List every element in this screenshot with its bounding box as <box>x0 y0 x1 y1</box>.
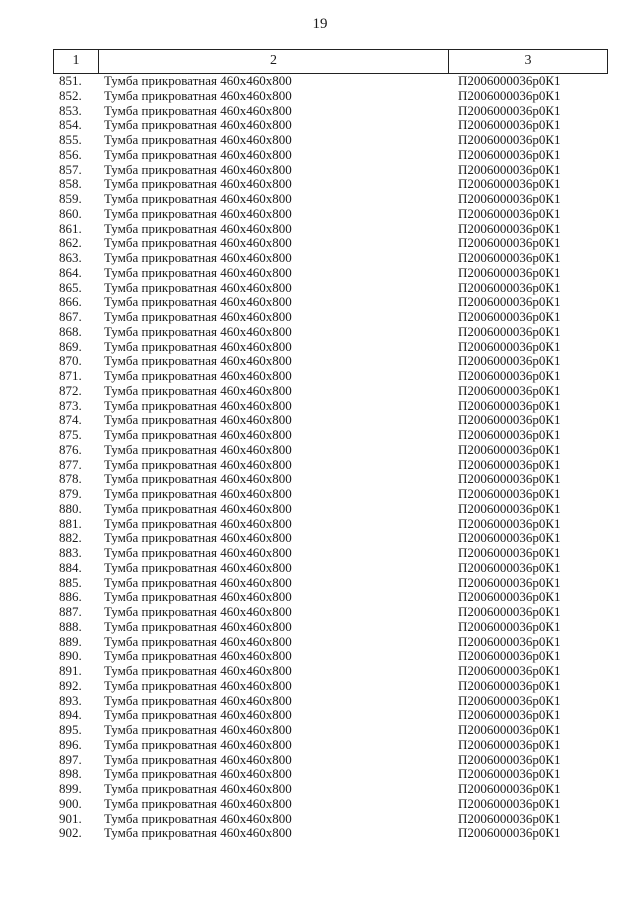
table-row <box>53 546 608 561</box>
row-number: 876. <box>59 441 82 457</box>
item-name: Тумба прикроватная 460х460х800 <box>104 795 292 811</box>
item-code: П2006000036р0К1 <box>458 648 561 664</box>
item-code: П2006000036р0К1 <box>458 825 561 841</box>
table-row <box>53 664 608 679</box>
row-number: 901. <box>59 810 82 826</box>
table-row <box>53 458 608 473</box>
item-code: П2006000036р0К1 <box>458 736 561 752</box>
row-number: 871. <box>59 368 82 383</box>
table-row <box>53 767 608 782</box>
row-number: 883. <box>59 545 82 560</box>
item-name: Тумба прикроватная 460х460х800 <box>104 338 292 354</box>
item-code: П2006000036р0К1 <box>458 323 561 339</box>
item-name: Тумба прикроватная 460х460х800 <box>104 486 292 501</box>
item-code: П2006000036р0К1 <box>458 309 561 324</box>
item-name: Тумба прикроватная 460х460х800 <box>104 545 292 560</box>
row-number: 890. <box>59 648 82 664</box>
item-code: П2006000036р0К1 <box>458 235 561 251</box>
item-code: П2006000036р0К1 <box>458 397 561 413</box>
item-name: Тумба прикроватная 460х460х800 <box>104 176 292 192</box>
item-name: Тумба прикроватная 460х460х800 <box>104 633 292 649</box>
item-code: П2006000036р0К1 <box>458 264 561 280</box>
item-name: Тумба прикроватная 460х460х800 <box>104 515 292 531</box>
table-row <box>53 340 608 355</box>
table-row <box>53 472 608 487</box>
table-row <box>53 694 608 709</box>
item-name: Тумба прикроватная 460х460х800 <box>104 441 292 457</box>
item-name: Тумба прикроватная 460х460х800 <box>104 220 292 236</box>
row-number: 862. <box>59 235 82 251</box>
item-name: Тумба прикроватная 460х460х800 <box>104 559 292 575</box>
item-code: П2006000036р0К1 <box>458 766 561 782</box>
row-number: 894. <box>59 707 82 723</box>
item-name: Тумба прикроватная 460х460х800 <box>104 766 292 782</box>
row-number: 885. <box>59 574 82 590</box>
item-code: П2006000036р0К1 <box>458 810 561 826</box>
item-code: П2006000036р0К1 <box>458 456 561 472</box>
table-row <box>53 236 608 251</box>
table-row <box>53 620 608 635</box>
item-name: Тумба прикроватная 460х460х800 <box>104 353 292 369</box>
item-code: П2006000036р0К1 <box>458 279 561 295</box>
table-row <box>53 605 608 620</box>
item-code: П2006000036р0К1 <box>458 191 561 206</box>
item-name: Тумба прикроватная 460х460х800 <box>104 279 292 295</box>
table-row <box>53 148 608 163</box>
table-row <box>53 399 608 414</box>
table-row <box>53 295 608 310</box>
table-row <box>53 133 608 148</box>
row-number: 867. <box>59 309 82 324</box>
row-number: 887. <box>59 604 82 619</box>
item-code: П2006000036р0К1 <box>458 73 561 88</box>
row-number: 881. <box>59 515 82 531</box>
inventory-table <box>53 49 608 841</box>
item-name: Тумба прикроватная 460х460х800 <box>104 751 292 767</box>
table-body <box>53 74 608 841</box>
table-row <box>53 708 608 723</box>
table-header <box>53 49 608 74</box>
item-code: П2006000036р0К1 <box>458 486 561 501</box>
item-name: Тумба прикроватная 460х460х800 <box>104 500 292 516</box>
item-name: Тумба прикроватная 460х460х800 <box>104 810 292 826</box>
item-name: Тумба прикроватная 460х460х800 <box>104 707 292 723</box>
item-name: Тумба прикроватная 460х460х800 <box>104 618 292 634</box>
item-code: П2006000036р0К1 <box>458 294 561 310</box>
item-name: Тумба прикроватная 460х460х800 <box>104 191 292 206</box>
row-number: 855. <box>59 132 82 147</box>
item-code: П2006000036р0К1 <box>458 530 561 546</box>
table-row <box>53 384 608 399</box>
item-name: Тумба прикроватная 460х460х800 <box>104 530 292 546</box>
row-number: 875. <box>59 427 82 442</box>
item-name: Тумба прикроватная 460х460х800 <box>104 73 292 88</box>
item-name: Тумба прикроватная 460х460х800 <box>104 102 292 118</box>
row-number: 898. <box>59 766 82 782</box>
row-number: 857. <box>59 161 82 177</box>
row-number: 866. <box>59 294 82 310</box>
table-row <box>53 251 608 266</box>
item-code: П2006000036р0К1 <box>458 589 561 605</box>
table-row <box>53 266 608 281</box>
item-code: П2006000036р0К1 <box>458 795 561 811</box>
table-row <box>53 679 608 694</box>
row-number: 865. <box>59 279 82 295</box>
item-code: П2006000036р0К1 <box>458 515 561 531</box>
item-code: П2006000036р0К1 <box>458 176 561 192</box>
item-code: П2006000036р0К1 <box>458 618 561 634</box>
item-code: П2006000036р0К1 <box>458 604 561 619</box>
item-code: П2006000036р0К1 <box>458 412 561 428</box>
table-row <box>53 782 608 797</box>
row-number: 851. <box>59 73 82 88</box>
item-name: Тумба прикроватная 460х460х800 <box>104 427 292 442</box>
row-number: 892. <box>59 677 82 693</box>
table-row <box>53 369 608 384</box>
row-number: 891. <box>59 663 82 678</box>
item-code: П2006000036р0К1 <box>458 427 561 442</box>
item-code: П2006000036р0К1 <box>458 559 561 575</box>
item-name: Тумба прикроватная 460х460х800 <box>104 781 292 796</box>
item-name: Тумба прикроватная 460х460х800 <box>104 161 292 177</box>
table-row <box>53 531 608 546</box>
item-code: П2006000036р0К1 <box>458 545 561 560</box>
item-name: Тумба прикроватная 460х460х800 <box>104 294 292 310</box>
row-number: 872. <box>59 382 82 398</box>
table-row <box>53 635 608 650</box>
row-number: 873. <box>59 397 82 413</box>
row-number: 896. <box>59 736 82 752</box>
table-row <box>53 89 608 104</box>
row-number: 900. <box>59 795 82 811</box>
table-row <box>53 649 608 664</box>
item-code: П2006000036р0К1 <box>458 132 561 147</box>
row-number: 880. <box>59 500 82 516</box>
column-header-2: 2 <box>98 50 448 73</box>
item-name: Тумба прикроватная 460х460х800 <box>104 250 292 265</box>
item-name: Тумба прикроватная 460х460х800 <box>104 412 292 428</box>
table-row <box>53 753 608 768</box>
column-header-1: 1 <box>53 50 98 73</box>
row-number: 854. <box>59 117 82 133</box>
item-code: П2006000036р0К1 <box>458 677 561 693</box>
item-code: П2006000036р0К1 <box>458 117 561 133</box>
item-code: П2006000036р0К1 <box>458 338 561 354</box>
table-row <box>53 222 608 237</box>
item-code: П2006000036р0К1 <box>458 87 561 103</box>
item-name: Тумба прикроватная 460х460х800 <box>104 677 292 693</box>
item-name: Тумба прикроватная 460х460х800 <box>104 604 292 619</box>
row-number: 879. <box>59 486 82 501</box>
row-number: 868. <box>59 323 82 339</box>
table-row <box>53 177 608 192</box>
table-row <box>53 738 608 753</box>
item-code: П2006000036р0К1 <box>458 250 561 265</box>
item-name: Тумба прикроватная 460х460х800 <box>104 117 292 133</box>
table-row <box>53 502 608 517</box>
row-number: 902. <box>59 825 82 841</box>
row-number: 853. <box>59 102 82 118</box>
table-row <box>53 104 608 119</box>
row-number: 893. <box>59 692 82 708</box>
item-name: Тумба прикроватная 460х460х800 <box>104 736 292 752</box>
item-code: П2006000036р0К1 <box>458 722 561 737</box>
item-name: Тумба прикроватная 460х460х800 <box>104 397 292 413</box>
item-name: Тумба прикроватная 460х460х800 <box>104 589 292 605</box>
item-code: П2006000036р0К1 <box>458 633 561 649</box>
row-number: 874. <box>59 412 82 428</box>
row-number: 861. <box>59 220 82 236</box>
row-number: 882. <box>59 530 82 546</box>
table-row <box>53 443 608 458</box>
row-number: 877. <box>59 456 82 472</box>
table-row <box>53 723 608 738</box>
item-code: П2006000036р0К1 <box>458 353 561 369</box>
item-name: Тумба прикроватная 460х460х800 <box>104 648 292 664</box>
item-code: П2006000036р0К1 <box>458 663 561 678</box>
item-name: Тумба прикроватная 460х460х800 <box>104 235 292 251</box>
item-name: Тумба прикроватная 460х460х800 <box>104 471 292 487</box>
row-number: 897. <box>59 751 82 767</box>
item-code: П2006000036р0К1 <box>458 382 561 398</box>
row-number: 859. <box>59 191 82 206</box>
column-header-3: 3 <box>448 50 608 73</box>
row-number: 863. <box>59 250 82 265</box>
item-name: Тумба прикроватная 460х460х800 <box>104 368 292 383</box>
item-code: П2006000036р0К1 <box>458 368 561 383</box>
row-number: 899. <box>59 781 82 796</box>
table-row <box>53 812 608 827</box>
row-number: 858. <box>59 176 82 192</box>
table-row <box>53 310 608 325</box>
row-number: 889. <box>59 633 82 649</box>
item-name: Тумба прикроватная 460х460х800 <box>104 309 292 324</box>
item-name: Тумба прикроватная 460х460х800 <box>104 456 292 472</box>
item-code: П2006000036р0К1 <box>458 751 561 767</box>
table-row <box>53 428 608 443</box>
row-number: 860. <box>59 205 82 221</box>
item-name: Тумба прикроватная 460х460х800 <box>104 323 292 339</box>
table-row <box>53 826 608 841</box>
item-code: П2006000036р0К1 <box>458 146 561 162</box>
item-name: Тумба прикроватная 460х460х800 <box>104 382 292 398</box>
row-number: 884. <box>59 559 82 575</box>
table-row <box>53 517 608 532</box>
item-name: Тумба прикроватная 460х460х800 <box>104 146 292 162</box>
item-code: П2006000036р0К1 <box>458 692 561 708</box>
table-row <box>53 590 608 605</box>
row-number: 864. <box>59 264 82 280</box>
item-name: Тумба прикроватная 460х460х800 <box>104 87 292 103</box>
item-name: Тумба прикроватная 460х460х800 <box>104 663 292 678</box>
item-code: П2006000036р0К1 <box>458 574 561 590</box>
table-row <box>53 797 608 812</box>
row-number: 895. <box>59 722 82 737</box>
page-number: 19 <box>312 16 328 32</box>
item-code: П2006000036р0К1 <box>458 471 561 487</box>
table-row <box>53 207 608 222</box>
item-code: П2006000036р0К1 <box>458 500 561 516</box>
row-number: 869. <box>59 338 82 354</box>
row-number: 878. <box>59 471 82 487</box>
item-code: П2006000036р0К1 <box>458 781 561 796</box>
item-code: П2006000036р0К1 <box>458 102 561 118</box>
table-row <box>53 413 608 428</box>
table-row <box>53 163 608 178</box>
table-row <box>53 561 608 576</box>
item-code: П2006000036р0К1 <box>458 441 561 457</box>
table-row <box>53 281 608 296</box>
item-name: Тумба прикроватная 460х460х800 <box>104 574 292 590</box>
row-number: 886. <box>59 589 82 605</box>
table-row <box>53 325 608 340</box>
table-row <box>53 576 608 591</box>
item-name: Тумба прикроватная 460х460х800 <box>104 722 292 737</box>
item-code: П2006000036р0К1 <box>458 205 561 221</box>
row-number: 870. <box>59 353 82 369</box>
item-code: П2006000036р0К1 <box>458 707 561 723</box>
table-row <box>53 192 608 207</box>
row-number: 888. <box>59 618 82 634</box>
row-number: 852. <box>59 87 82 103</box>
item-code: П2006000036р0К1 <box>458 161 561 177</box>
table-row <box>53 487 608 502</box>
item-name: Тумба прикроватная 460х460х800 <box>104 132 292 147</box>
item-name: Тумба прикроватная 460х460х800 <box>104 205 292 221</box>
item-name: Тумба прикроватная 460х460х800 <box>104 825 292 841</box>
table-row <box>53 74 608 89</box>
table-row <box>53 354 608 369</box>
item-name: Тумба прикроватная 460х460х800 <box>104 692 292 708</box>
item-code: П2006000036р0К1 <box>458 220 561 236</box>
row-number: 856. <box>59 146 82 162</box>
table-row <box>53 118 608 133</box>
item-name: Тумба прикроватная 460х460х800 <box>104 264 292 280</box>
